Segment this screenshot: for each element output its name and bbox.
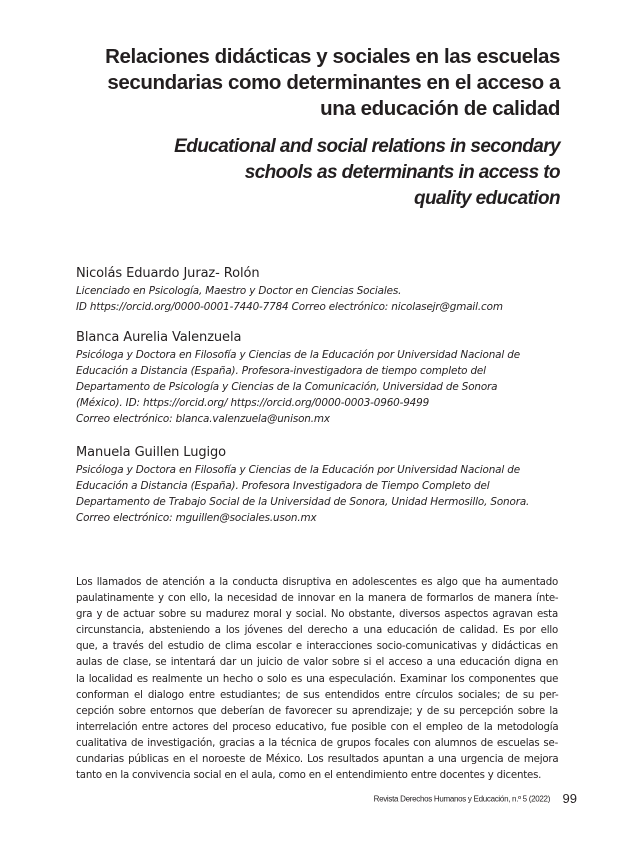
title-en-line: quality education (413, 188, 560, 209)
author-affiliation-line: Departamento de Psicología y Ciencias de la Comunicación, Universidad de Sonora (76, 381, 498, 393)
author-affiliation-line: (México). ID: https://orcid.org/ https://orcid.org/0000-0003-0960-9499 (76, 397, 430, 409)
author-name: Nicolás Eduardo Juraz- Rolón (76, 266, 260, 281)
title-es-line: Relaciones didácticas y sociales en las escuelas (105, 45, 560, 68)
author-affiliation-line: Correo electrónico: blanca.valenzuela@unison.mx (76, 413, 330, 425)
abstract-line: interrelación entre actores del proceso educativo, fue posible con el empleo de la metodología (76, 721, 559, 733)
abstract-line: aulas de clase, se intentará dar un juicio de valor sobre si el acceso a una educación digna en (76, 657, 559, 669)
page-number: 99 (562, 791, 577, 807)
author-affiliation-line: Educación a Distancia (España). Profesora-investigadora de tiempo completo del (76, 365, 486, 377)
title-en-line: schools as determinants in access to (244, 162, 560, 183)
abstract (76, 575, 558, 784)
abstract-line: cundarias públicas en el noroeste de México. Los resultados apuntan a una urgencia de mejora (76, 754, 559, 766)
abstract-line: cepción sobre entornos que deberían de favorecer su aprendizaje; y de su percepción sobre la (76, 705, 558, 717)
author-affiliation-line: Correo electrónico: mguillen@sociales.uson.mx (76, 512, 317, 524)
author-affiliation-line: Departamento de Trabajo Social de la Universidad de Sonora, Unidad Hermosillo, Sonora. (76, 496, 530, 508)
author-block (76, 329, 576, 427)
abstract-line: tanto en la convivencia social en el aula, como en el entendimiento entre docentes y dicentes. (76, 770, 542, 782)
author-block (76, 265, 576, 315)
journal-citation: Revista Derechos Humanos y Educación, n.º 5 (2022) (373, 794, 551, 804)
abstract-line: gra y de actuar sobre su madurez moral y social. No obstante, diversos aspectos agravan esta (76, 609, 558, 621)
author-name: Blanca Aurelia Valenzuela (76, 330, 242, 345)
title-english (80, 134, 560, 212)
abstract-line: cualitativa de investigación, gracias a la técnica de grupos focales con alumnos de escuelas se- (76, 737, 559, 749)
abstract-line: conforman el dialogo entre estudiantes; de sus entendidos entre círculos sociales; de su per- (76, 689, 559, 701)
author-name: Manuela Guillen Lugigo (76, 445, 227, 460)
author-affiliation-line: Psicóloga y Doctora en Filosofía y Ciencias de la Educación por Universidad Nacional de (76, 464, 520, 476)
title-es-line: una educación de calidad (320, 97, 560, 120)
author-affiliation-line: Psicóloga y Doctora en Filosofía y Ciencias de la Educación por Universidad Nacional de (76, 349, 520, 361)
title-es-line: secundarias como determinantes en el acceso a (107, 71, 560, 94)
page-footer (374, 790, 577, 808)
abstract-line: la localidad es realmente un hecho o solo es una especulación. Examinar los componentes que (76, 673, 559, 685)
title-spanish (80, 44, 560, 122)
abstract-line: que, a través del estudio de clima escolar e interacciones socio-comunicativas y didácticas en (76, 641, 558, 653)
author-block (76, 444, 576, 526)
title-en-line: Educational and social relations in secondary (174, 136, 560, 157)
author-affiliation-line: Licenciado en Psicología, Maestro y Doctor en Ciencias Sociales. (76, 285, 402, 297)
abstract-line: circunstancia, absteniendo a los jóvenes del derecho a una educación de calidad. Es por ello (76, 625, 558, 637)
author-affiliation-line: Educación a Distancia (España). Profesora Investigadora de Tiempo Completo del (76, 480, 490, 492)
abstract-line: paulatinamente y con ello, la necesidad de innovar en la manera de formarlos de manera ínte- (76, 593, 559, 605)
abstract-line: Los llamados de atención a la conducta disruptiva en adolescentes es algo que ha aumentado (76, 577, 558, 588)
author-affiliation-line: ID https://orcid.org/0000-0001-7440-7784 Correo electrónico: nicolasejr@gmail.com (76, 301, 503, 313)
